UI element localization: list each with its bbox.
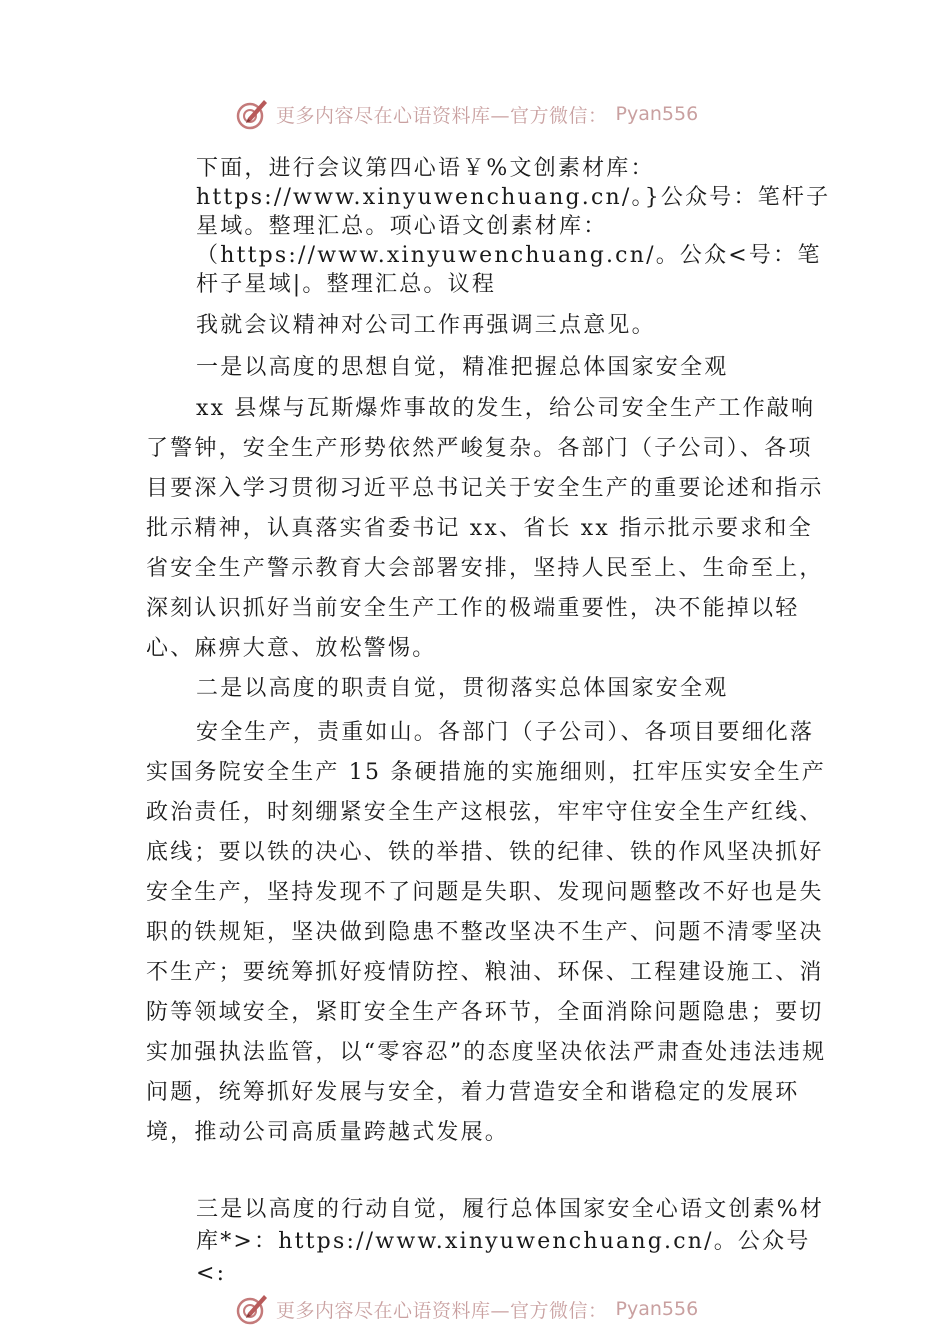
brand-logo-icon bbox=[234, 1291, 270, 1327]
body-paragraph-two: 安全生产，责重如山。各部门（子公司）、各项目要细化落实国务院安全生产 15 条硬措施的实施细则，扛牢压实安全生产政治责任，时刻绷紧安全生产这根弦，牢牢守住安全生产红线、底线；要以铁的决心、铁的举措、铁的纪律、铁的作风坚决抓好安全生产，坚持发现不了问题是失职、发现问题整改不好也是失职的铁规矩，坚决做到隐患不整改坚决不生产、问题不清零坚决不生产；要统筹抓好疫情防控、粮油、环保、工程建设施工、消防等领域安全，紧盯安全生产各环节，全面消除问题隐患；要切实加强执法监管，以“零容忍”的态度坚决依法严肃查处违法违规问题，统筹抓好发展与安全，着力营造安全和谐稳定的发展环境，推动公司高质量跨越式发展。 bbox=[146, 720, 827, 1145]
watermark-banner-bottom bbox=[234, 1291, 698, 1327]
watermark-text: 更多内容尽在心语资料库—官方微信： bbox=[276, 104, 608, 127]
watermark-wechat-id: Pyan556 bbox=[615, 103, 699, 125]
paragraph-opening: 我就会议精神对公司工作再强调三点意见。 bbox=[196, 313, 656, 338]
watermark-wechat-id: Pyan556 bbox=[615, 1298, 699, 1320]
heading-point-three: 三是以高度的行动自觉，履行总体国家安全心语文创素%材库*>：https://www.xinyuwenchuang.cn/。公众号<: bbox=[196, 1197, 825, 1286]
brand-logo-icon bbox=[234, 96, 270, 132]
body-paragraph-one: xx 县煤与瓦斯爆炸事故的发生，给公司安全生产工作敲响了警钟，安全生产形势依然严峻复杂。各部门（子公司）、各项目要深入学习贯彻习近平总书记关于安全生产的重要论述和指示批示精神，认真落实省委书记 xx、省长 xx 指示批示要求和全省安全生产警示教育大会部署安排，坚持人民至上、生命至上，深刻认识抓好当前安全生产工作的极端重要性，决不能掉以轻心、麻痹大意、放松警惕。 bbox=[146, 396, 824, 661]
heading-point-two: 二是以高度的职责自觉，贯彻落实总体国家安全观 bbox=[196, 676, 729, 701]
heading-point-one: 一是以高度的思想自觉，精准把握总体国家安全观 bbox=[196, 355, 729, 380]
watermark-text: 更多内容尽在心语资料库—官方微信： bbox=[276, 1299, 608, 1322]
watermark-banner-top bbox=[234, 96, 698, 132]
intro-paragraph: 下面，进行会议第四心语￥%文创素材库：https://www.xinyuwenchuang.cn/。}公众号：笔杆子星域。整理汇总。项心语文创素材库：（https://www.xinyuwenchuang.cn/。公众<号：笔杆子星域|。整理汇总。议程 bbox=[196, 156, 831, 297]
